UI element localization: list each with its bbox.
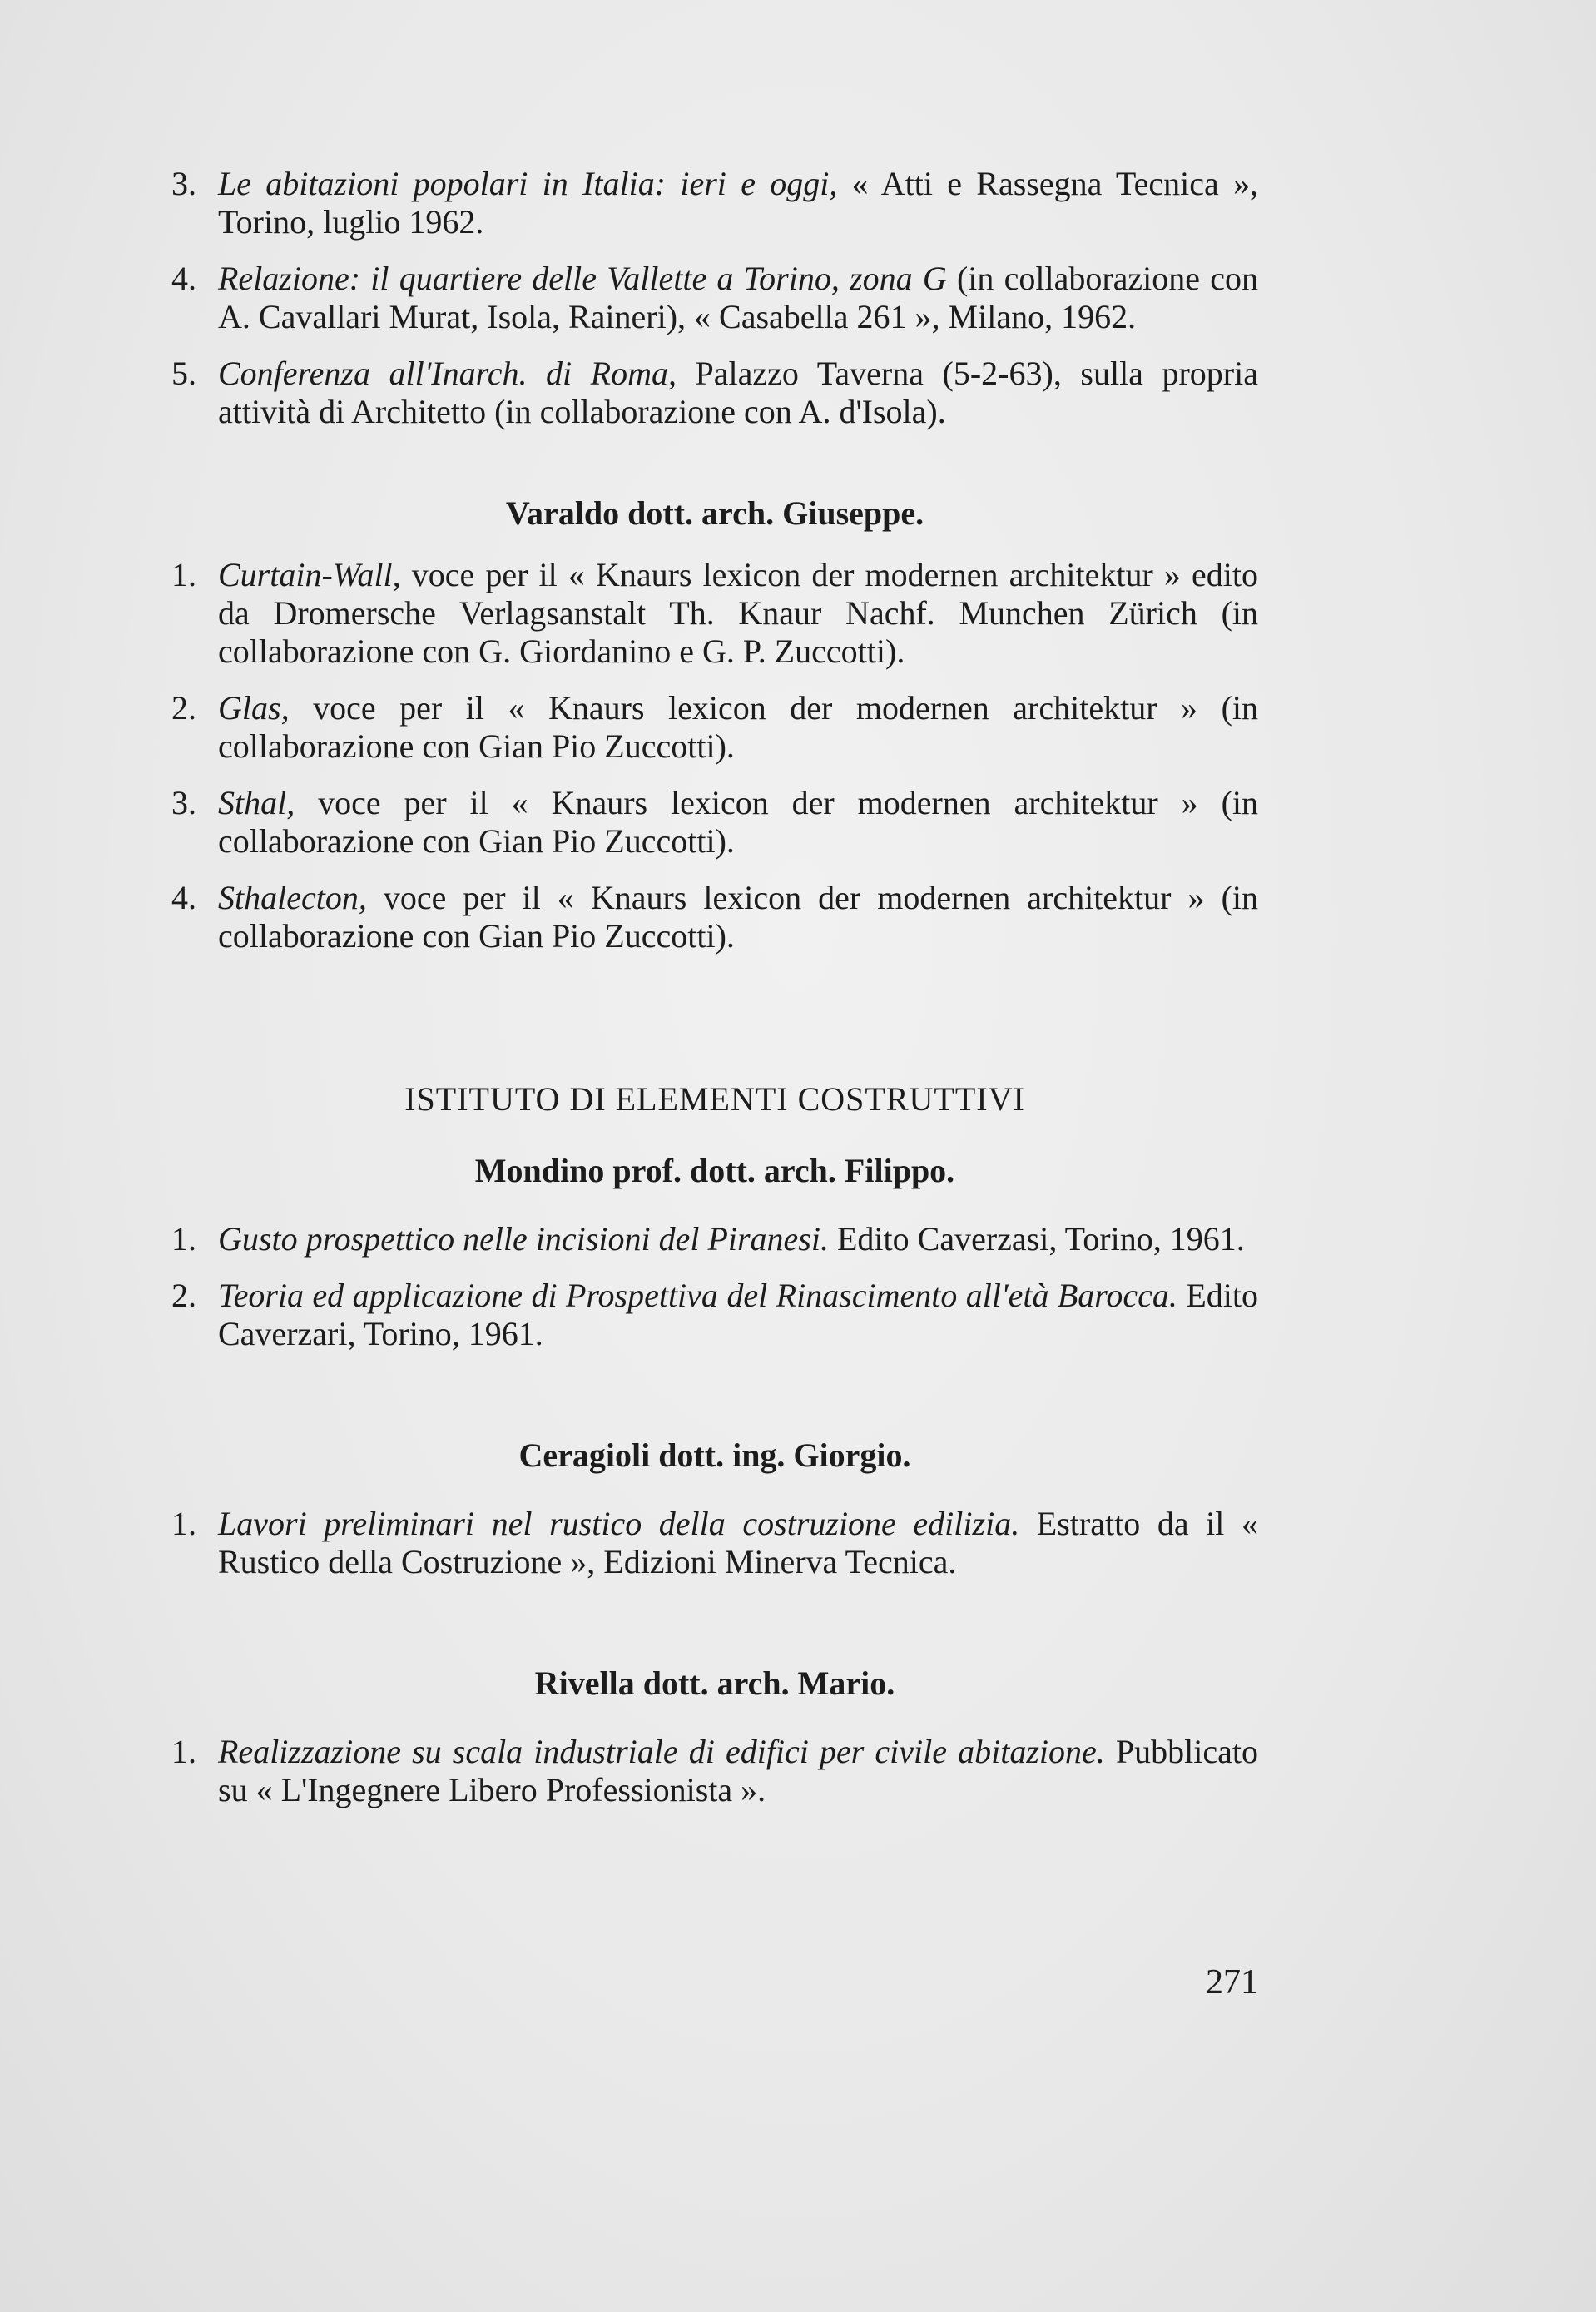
entry-number: 4.	[171, 879, 196, 916]
bibliography-entry	[171, 165, 1258, 241]
author-heading: Rivella dott. arch. Mario.	[534, 1665, 895, 1702]
entry-number: 1.	[171, 1220, 196, 1258]
entry-details: voce per il « Knaurs lexicon der modernen architektur » (in collaborazione con Gian Pio Zuccotti).	[218, 879, 1258, 955]
entry-details: Palazzo Taverna (5-2-63), sulla propria attività di Architetto (in collaborazione con A. d'Isola).	[218, 355, 1258, 430]
bibliography-entry	[171, 1277, 1258, 1353]
entry-title: Relazione: il quartiere delle Vallette a Torino, zona G	[218, 260, 947, 297]
bibliography-entry	[171, 1220, 1258, 1258]
entry-details: (in collaborazione con A. Cavallari Murat, Isola, Raineri), « Casabella 261 », Milano, 1962.	[218, 260, 1258, 335]
entry-text	[218, 556, 1258, 671]
section-title: ISTITUTO DI ELEMENTI COSTRUTTIVI	[404, 1080, 1025, 1118]
entry-title: Teoria ed applicazione di Prospettiva del Rinascimento all'età Barocca.	[218, 1277, 1177, 1314]
entry-number: 3.	[171, 784, 196, 821]
page-content	[171, 165, 1258, 1809]
entry-details: Estratto da il « Rustico della Costruzione », Edizioni Minerva Tecnica.	[218, 1505, 1258, 1580]
entry-number: 3.	[171, 165, 196, 202]
bibliography-list-4	[171, 1505, 1258, 1581]
entry-title: Glas,	[218, 689, 290, 727]
entry-number: 1.	[171, 556, 196, 593]
bibliography-entry	[171, 355, 1258, 431]
entry-number: 1.	[171, 1505, 196, 1542]
entry-text	[218, 1733, 1258, 1809]
entry-number: 4.	[171, 260, 196, 297]
author-heading: Varaldo dott. arch. Giuseppe.	[505, 494, 924, 532]
entry-details: voce per il « Knaurs lexicon der modernen architektur » (in collaborazione con Gian Pio Zuccotti).	[218, 689, 1258, 765]
entry-number: 5.	[171, 355, 196, 392]
author-heading: Mondino prof. dott. arch. Filippo.	[474, 1152, 955, 1189]
bibliography-entry	[171, 879, 1258, 955]
entry-title: Lavori preliminari nel rustico della costruzione edilizia.	[218, 1505, 1020, 1542]
entry-text	[218, 1277, 1258, 1353]
entry-details: Edito Caverzasi, Torino, 1961.	[828, 1220, 1245, 1258]
bibliography-entry	[171, 1505, 1258, 1581]
entry-text	[218, 165, 1258, 241]
bibliography-list-1	[171, 165, 1258, 431]
entry-text	[218, 355, 1258, 431]
entry-details: voce per il « Knaurs lexicon der modernen architektur » edito da Dromersche Verlagsanstalt Th. Knaur Nachf. Munchen Zürich (in collaborazione con G. Giordanino e G. P. Zuccotti).	[218, 556, 1258, 670]
bibliography-list-2	[171, 556, 1258, 955]
entry-details: voce per il « Knaurs lexicon der modernen architektur » (in collaborazione con Gian Pio Zuccotti).	[218, 784, 1258, 860]
entry-text	[218, 260, 1258, 336]
bibliography-entry	[171, 260, 1258, 336]
entry-title: Le abitazioni popolari in Italia: ieri e oggi,	[218, 165, 838, 202]
entry-details: « Atti e Rassegna Tecnica », Torino, luglio 1962.	[218, 165, 1258, 241]
bibliography-list-3	[171, 1220, 1258, 1353]
author-heading: Ceragioli dott. ing. Giorgio.	[518, 1436, 911, 1474]
entry-title: Sthalecton,	[218, 879, 367, 916]
page-number: 271	[1206, 1963, 1258, 2002]
entry-title: Gusto prospettico nelle incisioni del Piranesi.	[218, 1220, 829, 1258]
entry-details: Pubblicato su « L'Ingegnere Libero Professionista ».	[218, 1733, 1258, 1808]
bibliography-entry	[171, 784, 1258, 861]
entry-title: Conferenza all'Inarch. di Roma,	[218, 355, 677, 392]
bibliography-entry	[171, 1733, 1258, 1809]
bibliography-entry	[171, 689, 1258, 766]
bibliography-list-5	[171, 1733, 1258, 1809]
entry-title: Sthal,	[218, 784, 295, 821]
entry-text	[218, 689, 1258, 766]
entry-title: Realizzazione su scala industriale di edifici per civile abitazione.	[218, 1733, 1105, 1770]
bibliography-entry	[171, 556, 1258, 671]
entry-text	[218, 784, 1258, 861]
entry-number: 2.	[171, 1277, 196, 1314]
entry-number: 2.	[171, 689, 196, 727]
entry-details: Edito Caverzari, Torino, 1961.	[218, 1277, 1258, 1352]
entry-text	[218, 1505, 1258, 1581]
entry-title: Curtain-Wall,	[218, 556, 401, 593]
entry-text	[218, 879, 1258, 955]
entry-text	[218, 1220, 1258, 1258]
entry-number: 1.	[171, 1733, 196, 1770]
